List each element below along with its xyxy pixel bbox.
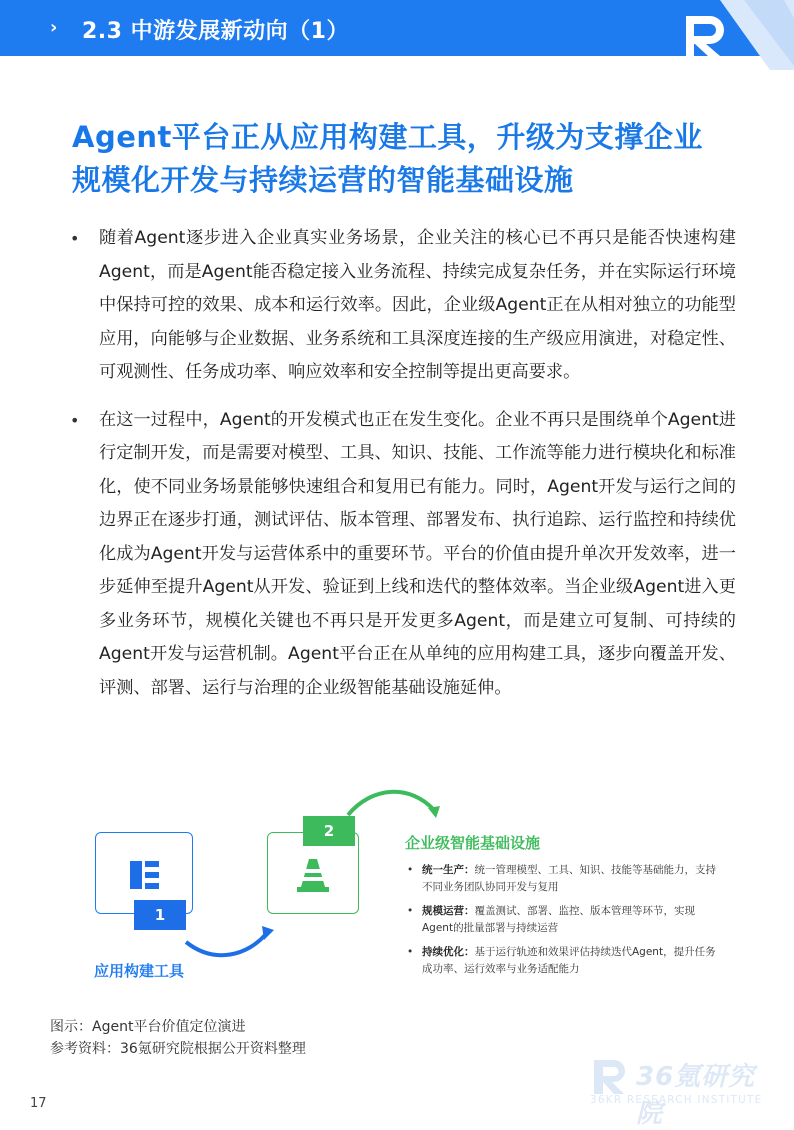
brand-logo-icon xyxy=(660,0,794,70)
feature-text: 统一管理模型、工具、知识、技能等基础能力，支持不同业务团队协同开发与复用 xyxy=(422,864,716,893)
feature-key: 规模运营： xyxy=(422,905,475,917)
footer-logo-en: 36KR RESEARCH INSTITUTE xyxy=(590,1094,763,1106)
arrow-1-icon xyxy=(186,934,266,955)
feature-item xyxy=(405,944,725,978)
bullet-dot-icon: • xyxy=(407,864,414,876)
feature-item xyxy=(405,903,725,937)
evolution-diagram xyxy=(0,780,794,1000)
bullet-dot-icon: • xyxy=(70,229,80,248)
bullet-dot-icon: • xyxy=(407,905,414,917)
feature-key: 统一生产： xyxy=(422,864,475,876)
page-title: Agent平台正从应用构建工具，升级为支撑企业规模化开发与持续运营的智能基础设施 xyxy=(72,120,703,197)
list-item xyxy=(66,404,736,706)
figure-source: 参考资料：36氪研究院根据公开资料整理 xyxy=(50,1041,306,1057)
chevron-right-icon: › xyxy=(50,17,58,38)
footer-logo xyxy=(590,1054,775,1129)
feature-list xyxy=(405,862,725,985)
bullet-dot-icon: • xyxy=(70,410,80,430)
list-item xyxy=(66,222,736,390)
feature-key: 持续优化： xyxy=(422,946,475,958)
bullet-dot-icon: • xyxy=(407,946,414,958)
traffic-cone-icon xyxy=(295,855,331,895)
bullet-text: 在这一过程中，Agent的开发模式也正在发生变化。企业不再只是围绕单个Agent进行定制开发，而是需要对模型、工具、知识、技能、工作流等能力进行模块化和标准化，使不同业务场景能够快速组合和复用已有能力。同时，Agent开发与运行之间的边界正在逐步打通，测试评估、版本管理、部署发布、执行追踪、运行监控和持续优化成为Agent开发与运营体系中的重要环节。平台的价值由提升单次开发效率，进一步延伸至提升Agent从开发、验证到上线和迭代的整体效率。当企业级Agent进入更多业务环节，规模化关键也不再只是开发更多Agent，而是建立可复制、可持续的Agent开发与运营机制。Agent平台正在从单纯的应用构建工具，逐步向覆盖开发、评测、部署、运行与治理的企业级智能基础设施延伸。 xyxy=(99,409,736,698)
section-title: 2.3 中游发展新动向（1） xyxy=(82,19,349,44)
step2-label: 企业级智能基础设施 xyxy=(405,834,541,852)
feature-text: 基于运行轨迹和效果评估持续迭代Agent，提升任务成功率、运行效率与业务适配能力 xyxy=(422,946,716,975)
arrow-2-icon xyxy=(348,792,434,815)
app-builder-icon xyxy=(126,855,166,895)
step2-number-badge: 2 xyxy=(303,816,355,846)
section-header xyxy=(0,0,794,56)
bullet-list xyxy=(66,222,736,719)
figure-caption xyxy=(50,1016,306,1060)
feature-item xyxy=(405,862,725,896)
figure-title: 图示：Agent平台价值定位演进 xyxy=(50,1019,246,1035)
step1-label: 应用构建工具 xyxy=(94,962,185,980)
feature-text: 覆盖测试、部署、监控、版本管理等环节，实现Agent的批量部署与持续运营 xyxy=(422,905,695,934)
page-number: 17 xyxy=(30,1096,47,1111)
step1-number-badge: 1 xyxy=(134,900,186,930)
footer-logo-cn: 36氪研究院 xyxy=(636,1062,756,1129)
bullet-text: 随着Agent逐步进入企业真实业务场景，企业关注的核心已不再只是能否快速构建Agent，而是Agent能否稳定接入业务流程、持续完成复杂任务，并在实际运行环境中保持可控的效果、成本和运行效率。因此，企业级Agent正在从相对独立的功能型应用，向能够与企业数据、业务系统和工具深度连接的生产级应用演进，对稳定性、可观测性、任务成功率、响应效率和安全控制等提出更高要求。 xyxy=(99,228,736,382)
